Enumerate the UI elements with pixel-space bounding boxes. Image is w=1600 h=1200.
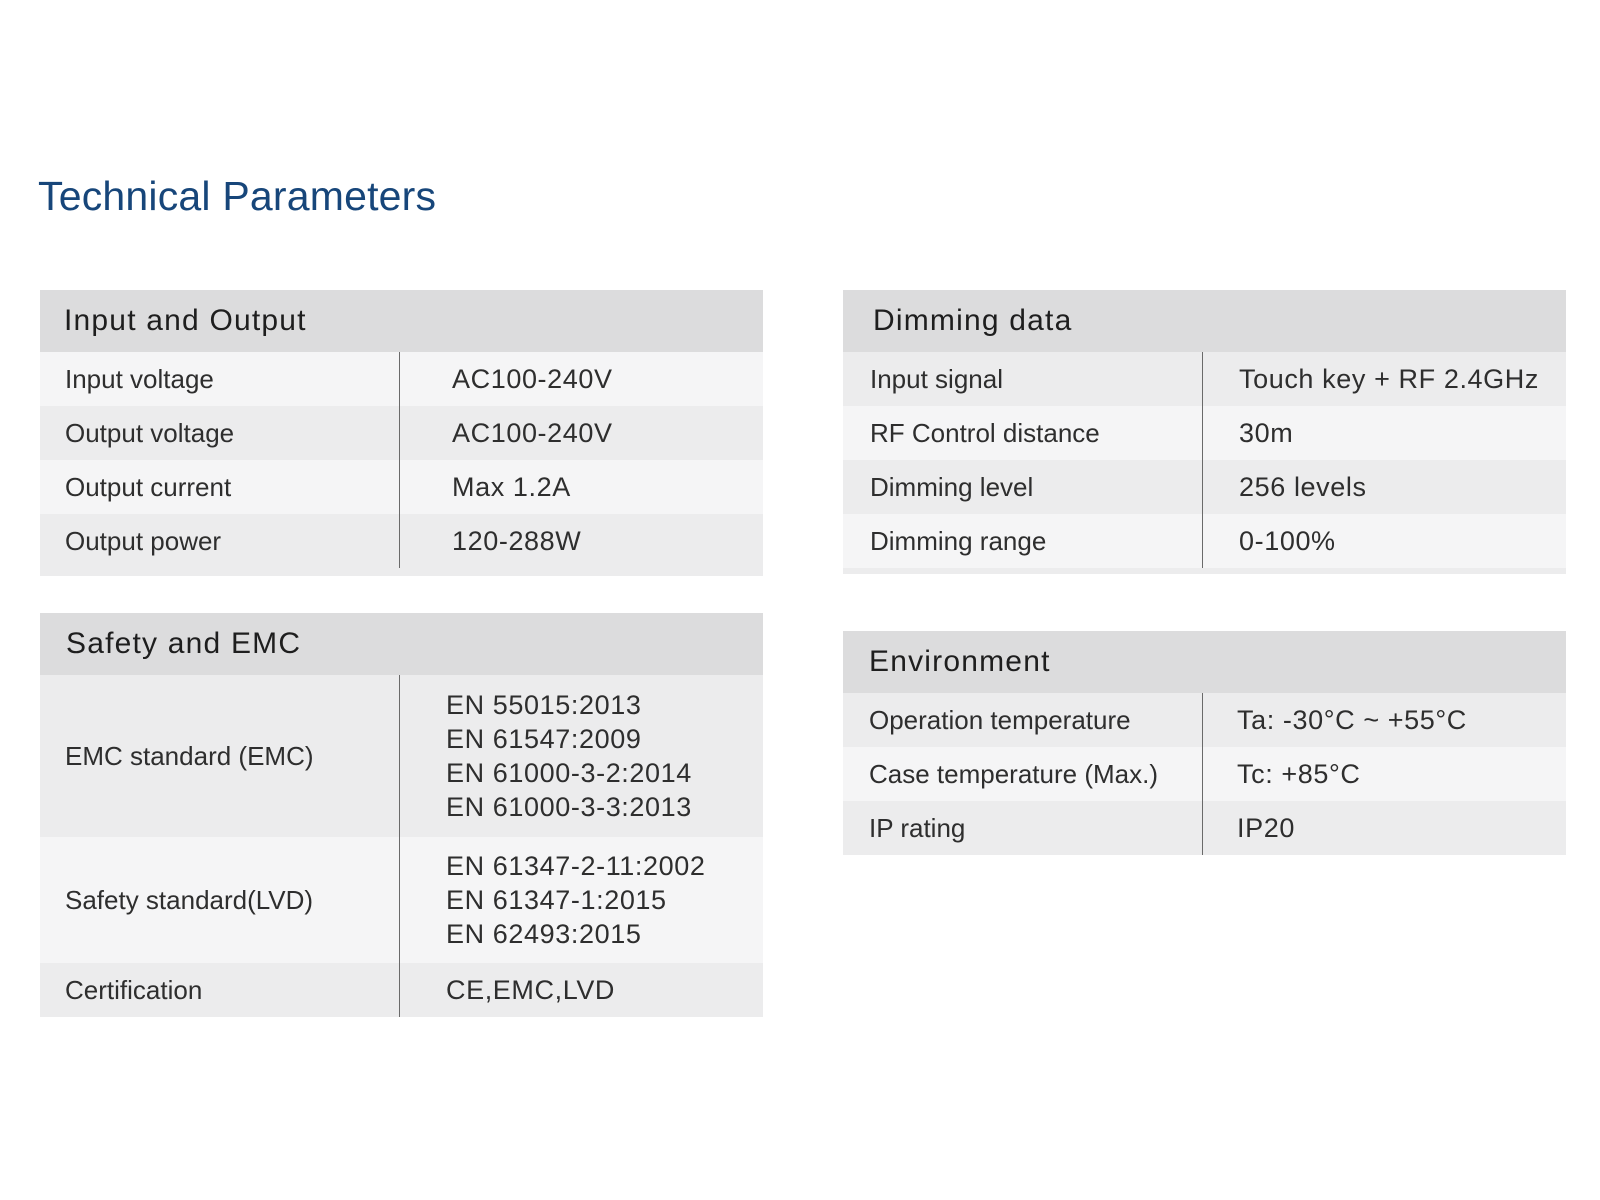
value-line: EN 61547:2009 — [446, 724, 642, 754]
input-output-heading: Input and Output — [40, 290, 763, 352]
row-label: Case temperature (Max.) — [843, 747, 1203, 801]
value-text: 0-100% — [1239, 526, 1336, 556]
table-footer-bar — [40, 568, 763, 576]
row-value — [1203, 352, 1566, 406]
row-value — [1203, 460, 1566, 514]
value-text: Max 1.2A — [452, 472, 571, 502]
table-row — [843, 801, 1566, 855]
row-label: Input signal — [843, 352, 1203, 406]
value-text: AC100-240V — [452, 364, 613, 394]
row-value — [400, 460, 763, 514]
table-row — [40, 406, 763, 460]
row-value — [400, 837, 763, 963]
input-output-table — [40, 290, 763, 576]
row-value — [1203, 514, 1566, 568]
value-text: AC100-240V — [452, 418, 613, 448]
safety-emc-table — [40, 613, 763, 1017]
row-value — [400, 675, 763, 837]
table-row — [843, 514, 1566, 568]
table-row — [843, 460, 1566, 514]
table-row — [40, 837, 763, 963]
row-label: Operation temperature — [843, 693, 1203, 747]
row-label: RF Control distance — [843, 406, 1203, 460]
value-line: CE,EMC,LVD — [446, 975, 616, 1005]
row-value — [400, 352, 763, 406]
table-row — [40, 352, 763, 406]
value-text: IP20 — [1237, 813, 1295, 843]
environment-table — [843, 631, 1566, 855]
table-row — [40, 460, 763, 514]
row-label: Certification — [40, 963, 400, 1017]
safety-emc-heading: Safety and EMC — [40, 613, 763, 675]
environment-heading: Environment — [843, 631, 1566, 693]
row-value — [1203, 801, 1566, 855]
table-row — [40, 514, 763, 568]
value-line: EN 61000-3-3:2013 — [446, 792, 692, 822]
row-label: Output power — [40, 514, 400, 568]
dimming-data-heading: Dimming data — [843, 290, 1566, 352]
row-value — [400, 514, 763, 568]
row-label: Input voltage — [40, 352, 400, 406]
row-value — [1203, 693, 1566, 747]
row-label: EMC standard (EMC) — [40, 675, 400, 837]
row-label: Dimming level — [843, 460, 1203, 514]
page-title: Technical Parameters — [38, 173, 437, 219]
table-row — [843, 352, 1566, 406]
value-text: Ta: -30°C ~ +55°C — [1237, 705, 1467, 735]
dimming-data-table — [843, 290, 1566, 574]
value-line: EN 61347-2-11:2002 — [446, 851, 706, 881]
value-text: Tc: +85°C — [1237, 759, 1361, 789]
value-line: EN 55015:2013 — [446, 690, 642, 720]
row-label: Output voltage — [40, 406, 400, 460]
value-text: 120-288W — [452, 526, 582, 556]
value-line: EN 61000-3-2:2014 — [446, 758, 692, 788]
table-row — [40, 963, 763, 1017]
table-footer-bar — [843, 568, 1566, 574]
row-label: Dimming range — [843, 514, 1203, 568]
table-row — [843, 406, 1566, 460]
value-line: EN 62493:2015 — [446, 919, 642, 949]
value-text: 256 levels — [1239, 472, 1367, 502]
row-value — [400, 406, 763, 460]
row-value — [1203, 747, 1566, 801]
table-row — [40, 675, 763, 837]
value-text: 30m — [1239, 418, 1294, 448]
row-label: IP rating — [843, 801, 1203, 855]
row-label: Output current — [40, 460, 400, 514]
table-row — [843, 747, 1566, 801]
value-line: EN 61347-1:2015 — [446, 885, 667, 915]
table-row — [843, 693, 1566, 747]
row-value — [1203, 406, 1566, 460]
value-text: Touch key + RF 2.4GHz — [1239, 364, 1539, 394]
row-value — [400, 963, 763, 1017]
row-label: Safety standard(LVD) — [40, 837, 400, 963]
